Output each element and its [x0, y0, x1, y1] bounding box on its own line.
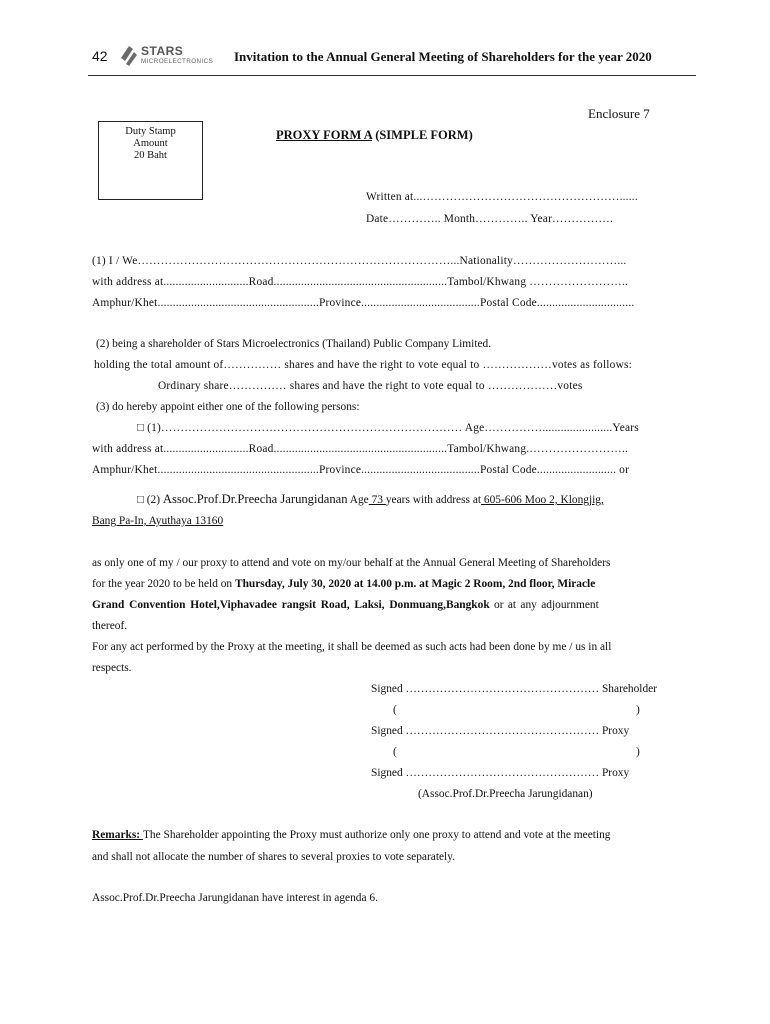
company-logo: [117, 43, 227, 67]
remarks-label: Remarks:: [92, 829, 143, 841]
page-number: 42: [92, 48, 108, 64]
proxy2-line: [137, 492, 604, 507]
shareholder-signature-field[interactable]: Signed …………………………………………… Shareholder: [371, 683, 658, 695]
total-shares-field[interactable]: holding the total amount of…………… shares and have the right to vote equal to ………………votes as follows:: [94, 359, 632, 371]
logo-subtitle: MICROELECTRONICS: [141, 58, 214, 65]
appoint-statement: (3) do hereby appoint either one of the following persons:: [96, 401, 360, 413]
name-nationality-field[interactable]: (1) I / We………………………………………………………………………...Nationality………………………...: [92, 255, 627, 267]
body-line-4: thereof.: [92, 620, 128, 632]
proxy2-label: (2): [143, 494, 163, 506]
body-line-3b: or at any adjournment: [489, 599, 599, 611]
proxy1-name-age-field[interactable]: □ (1)…………………………………………………………………… Age…………….......................Years: [137, 422, 639, 434]
page-header: [0, 0, 770, 90]
proxy2-age: 73: [368, 494, 386, 506]
ordinary-shares-field[interactable]: Ordinary share…………… shares and have the right to vote equal to ………………votes: [158, 380, 583, 392]
shareholder-name-close: ): [636, 704, 640, 716]
meeting-venue: Grand Convention Hotel,Viphavadee rangsit Road, Laksi, Donmuang,Bangkok: [92, 599, 490, 611]
proxy2-address: 605-606 Moo 2, Klongjig,: [481, 494, 604, 506]
proxy1-amphur-province-field[interactable]: Amphur/Khet.....................................................Province.......................................Postal Code.......................... or: [92, 464, 630, 476]
proxy2-years-prefix: years with address at: [385, 494, 482, 506]
form-title: [276, 128, 473, 143]
body-line-1: as only one of my / our proxy to attend and vote on my/our behalf at the Annual General Meeting of Shareholders: [92, 557, 611, 569]
body-line-5: For any act performed by the Proxy at the meeting, it shall be deemed as such acts had been done by me / us in all: [92, 641, 612, 653]
proxy2-name: Assoc.Prof.Dr.Preecha Jarungidanan: [162, 492, 348, 506]
proxy-signature-field-1[interactable]: Signed …………………………………………… Proxy: [371, 725, 630, 737]
stamp-line-2: Amount: [133, 138, 168, 149]
proxy2-address-line-2: Bang Pa-In, Ayuthaya 13160: [92, 515, 224, 527]
header-divider: [88, 75, 696, 76]
meeting-details: Thursday, July 30, 2020 at 14.00 p.m. at Magic 2 Room, 2nd floor, Miracle: [234, 578, 596, 590]
address-road-field[interactable]: with address at............................Road.........................................................Tambol/Khwang ……………………..: [92, 276, 629, 288]
body-line-2a: for the year 2020 to be held on: [92, 578, 235, 590]
proxy-name-close: ): [636, 746, 640, 758]
proxy2-age-prefix: Age: [347, 494, 369, 506]
shareholder-statement: (2) being a shareholder of Stars Microelectronics (Thailand) Public Company Limited.: [96, 338, 492, 350]
interest-note: Assoc.Prof.Dr.Preecha Jarungidanan have interest in agenda 6.: [92, 892, 378, 904]
shareholder-name-open: (: [393, 704, 397, 716]
form-title-rest: (SIMPLE FORM): [372, 128, 473, 142]
proxy-signatory-name: (Assoc.Prof.Dr.Preecha Jarungidanan): [418, 788, 593, 800]
proxy2-checkbox[interactable]: □: [137, 494, 144, 506]
date-field[interactable]: Date………….. Month………….. Year…………….: [366, 213, 614, 225]
proxy1-address-road-field[interactable]: with address at............................Road.........................................................Tambol/Khwang.……………………..: [92, 443, 629, 455]
duty-stamp-box: [98, 121, 203, 200]
body-line-3: [92, 599, 599, 611]
stars-logo-icon: [117, 43, 139, 67]
stamp-line-1: Duty Stamp: [125, 126, 176, 137]
body-line-2: [92, 578, 595, 590]
logo-name: STARS: [141, 44, 184, 58]
stamp-line-3: 20 Baht: [134, 150, 167, 161]
remarks-text-2: and shall not allocate the number of shares to several proxies to vote separately.: [92, 851, 456, 863]
enclosure-label: Enclosure 7: [588, 106, 650, 121]
proxy-signature-field-2[interactable]: Signed …………………………………………… Proxy: [371, 767, 630, 779]
proxy-name-open: (: [393, 746, 397, 758]
header-title: Invitation to the Annual General Meeting of Shareholders for the year 2020: [234, 49, 652, 64]
body-line-6: respects.: [92, 662, 132, 674]
remarks-text-1: The Shareholder appointing the Proxy must authorize only one proxy to attend and vote at the meeting: [142, 829, 611, 841]
amphur-province-field[interactable]: Amphur/Khet.....................................................Province.......................................Postal Code................................: [92, 297, 635, 309]
remarks-line-1: [92, 829, 610, 841]
form-title-main: PROXY FORM A: [276, 128, 373, 142]
written-at-field[interactable]: Written at...……………………………………………......: [366, 191, 638, 203]
